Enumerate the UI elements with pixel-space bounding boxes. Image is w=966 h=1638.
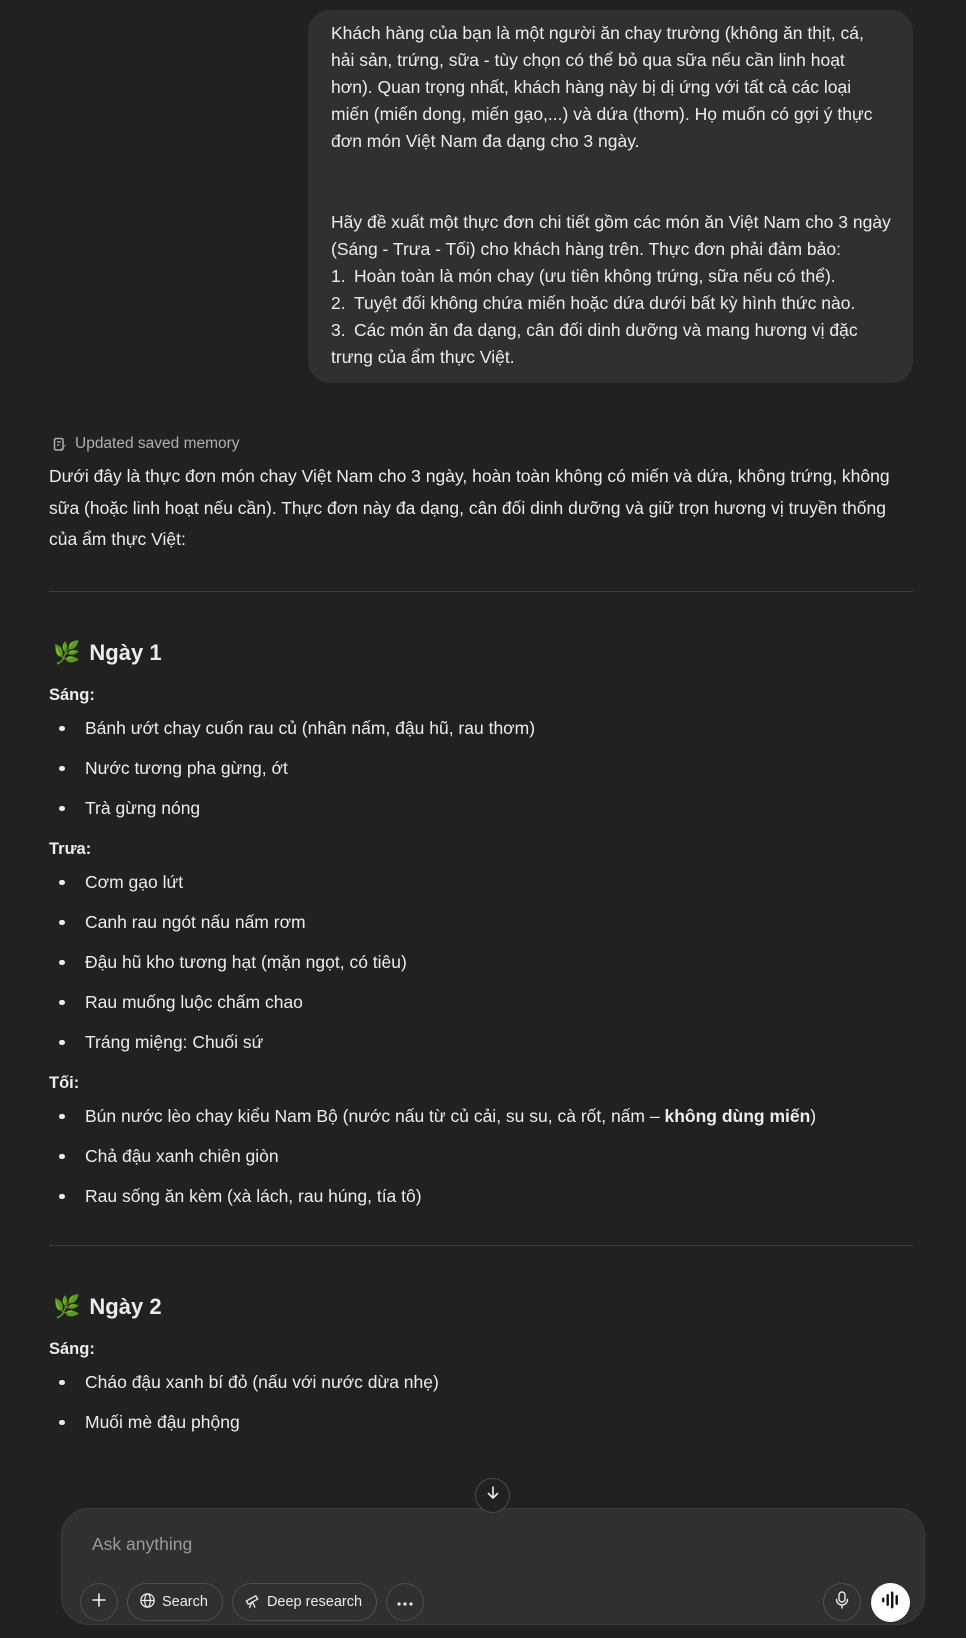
- more-tools-button[interactable]: [386, 1583, 424, 1621]
- lunch-list: [49, 870, 913, 1055]
- requirement-item: 1. Hoàn toàn là món chay (ưu tiên không trứng, sữa nếu có thể).: [331, 266, 836, 286]
- user-message: [308, 10, 913, 383]
- voice-waveform-icon: [881, 1591, 901, 1614]
- dictate-button[interactable]: [823, 1583, 861, 1621]
- microphone-icon: [835, 1591, 849, 1614]
- deep-research-button-label: Deep research: [266, 1594, 363, 1610]
- bold-note: không dùng miến: [664, 1105, 811, 1126]
- list-item: Muối mè đậu phộng: [49, 1410, 913, 1435]
- list-item: Cơm gạo lứt: [49, 870, 913, 895]
- herb-icon: 🌿: [53, 1293, 81, 1319]
- day-2-section: [49, 1292, 913, 1435]
- day-title: Ngày 2: [89, 1293, 162, 1319]
- dinner-list: [49, 1104, 913, 1209]
- assistant-message: [49, 430, 913, 1450]
- list-item: Bún nước lèo chay kiểu Nam Bộ (nước nấu từ củ cải, su su, cà rốt, nấm – không dùng miến): [49, 1104, 913, 1129]
- ellipsis-icon: [397, 1594, 413, 1610]
- add-attachment-button[interactable]: [80, 1583, 118, 1621]
- requirement-item: 3. Các món ăn đa dạng, cân đối dinh dưỡng và mang hương vị đặc trưng của ẩm thực Việt.: [331, 320, 858, 367]
- memory-note-label: Updated saved memory: [75, 435, 240, 452]
- globe-icon: [139, 1592, 156, 1613]
- user-message-bubble: [308, 10, 913, 383]
- list-item: Canh rau ngót nấu nấm rơm: [49, 910, 913, 935]
- list-item: Rau sống ăn kèm (xà lách, rau húng, tía tô): [49, 1184, 913, 1209]
- message-composer: [61, 1508, 925, 1625]
- list-item: Cháo đậu xanh bí đỏ (nấu với nước dừa nhẹ): [49, 1370, 913, 1395]
- breakfast-label: Sáng:: [49, 1339, 95, 1358]
- divider: [49, 591, 913, 592]
- day-heading: [53, 638, 913, 668]
- search-button[interactable]: [127, 1583, 223, 1621]
- list-item: Bánh ướt chay cuốn rau củ (nhân nấm, đậu hũ, rau thơm): [49, 716, 913, 741]
- composer-tools: [80, 1583, 424, 1621]
- telescope-icon: [244, 1592, 261, 1613]
- user-message-paragraph-2: Hãy đề xuất một thực đơn chi tiết gồm các món ăn Việt Nam cho 3 ngày (Sáng - Trưa - Tối) cho khách hàng trên. Thực đơn phải đảm bảo:: [331, 212, 891, 259]
- breakfast-list: [49, 1370, 913, 1435]
- scroll-to-bottom-button[interactable]: [475, 1478, 510, 1513]
- list-item: Tráng miệng: Chuối sứ: [49, 1030, 913, 1055]
- memory-edit-icon: [53, 437, 67, 452]
- arrow-down-icon: [485, 1485, 501, 1506]
- intro-paragraph: Dưới đây là thực đơn món chay Việt Nam cho 3 ngày, hoàn toàn không có miến và dứa, không trứng, không sữa (hoặc linh hoạt nếu cần). Thực đơn này đa dạng, cân đối dinh dưỡng và giữ trọn hương vị truyền thống của ẩm thực Việt:: [49, 466, 890, 549]
- list-item: Nước tương pha gừng, ớt: [49, 756, 913, 781]
- plus-icon: [91, 1592, 107, 1612]
- prompt-input[interactable]: Ask anything: [92, 1534, 193, 1554]
- user-message-paragraph-1: Khách hàng của bạn là một người ăn chay trường (không ăn thịt, cá, hải sản, trứng, sữa - tùy chọn có thể bỏ qua sữa nếu cần linh hoạt hơn). Quan trọng nhất, khách hàng này bị dị ứng với tất cả các loại miến (miến dong, miến gạo,...) và dứa (thơm). Họ muốn có gợi ý thực đơn món Việt Nam đa dạng cho 3 ngày.: [331, 23, 873, 151]
- day-1-section: [49, 638, 913, 1209]
- voice-mode-button[interactable]: [871, 1583, 910, 1622]
- dinner-label: Tối:: [49, 1073, 80, 1092]
- day-heading: [53, 1292, 913, 1322]
- day-title: Ngày 1: [89, 639, 162, 665]
- search-button-label: Search: [162, 1594, 208, 1610]
- list-item: Đậu hũ kho tương hạt (mặn ngọt, có tiêu): [49, 950, 913, 975]
- list-item: Chả đậu xanh chiên giòn: [49, 1144, 913, 1169]
- breakfast-label: Sáng:: [49, 685, 95, 704]
- divider: [49, 1245, 913, 1246]
- requirement-item: 2. Tuyệt đối không chứa miến hoặc dứa dưới bất kỳ hình thức nào.: [331, 293, 856, 313]
- memory-updated-note[interactable]: [53, 430, 913, 458]
- deep-research-button[interactable]: [232, 1583, 377, 1621]
- list-item: Trà gừng nóng: [49, 796, 913, 821]
- breakfast-list: [49, 716, 913, 821]
- requirements-list: [331, 263, 891, 371]
- list-item: Rau muống luộc chấm chao: [49, 990, 913, 1015]
- lunch-label: Trưa:: [49, 839, 92, 858]
- herb-icon: 🌿: [53, 639, 81, 665]
